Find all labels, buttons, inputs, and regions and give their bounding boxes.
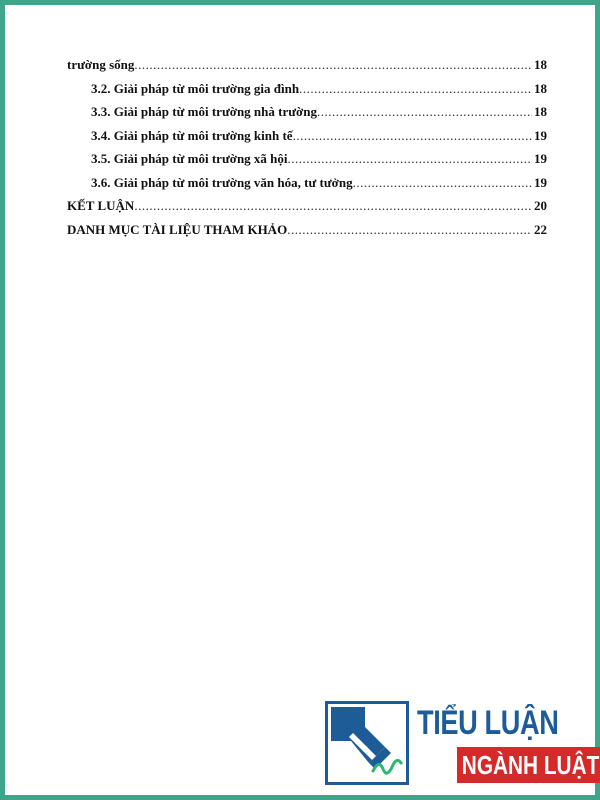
toc-leader-dots [288,147,532,171]
toc-entry-3-5[interactable] [67,147,547,171]
toc-leader-dots [353,171,532,195]
toc-page-number: 20 [534,198,547,213]
fountain-pen-nib-icon [325,701,409,785]
toc-entry-text: DANH MỤC TÀI LIỆU THAM KHẢO [67,221,288,237]
toc-entry-text: trường sống [67,57,135,72]
toc-entry-text: 3.2. Giải pháp từ môi trường gia đình [91,80,300,96]
toc-page-number: 18 [534,104,547,119]
toc-entry-truong-song[interactable] [67,53,547,77]
brand-top-text: TIỂU LUẬN [417,704,559,742]
toc-entry-text: 3.6. Giải pháp từ môi trường văn hóa, tư tưởng [91,174,353,190]
brand-logo [325,701,600,789]
toc-page-number: 22 [534,221,547,237]
toc-leader-dots [287,218,532,242]
toc-entry-danh-muc[interactable] [67,218,547,242]
toc-page-number: 19 [534,127,547,143]
brand-bottom-text: NGÀNH LUẬT [457,747,600,783]
toc-entry-text: 3.4. Giải pháp từ môi trường kinh tế [91,127,293,143]
toc-leader-dots [299,77,532,101]
toc-page-number: 18 [534,80,547,96]
toc-page-number: 18 [534,57,547,72]
toc-entry-3-3[interactable] [67,100,547,124]
toc-entry-3-2[interactable] [67,77,547,101]
toc-entry-text: KẾT LUẬN [67,198,135,213]
toc-entry-ket-luan[interactable] [67,194,547,218]
toc-entry-3-6[interactable] [67,171,547,195]
toc-page-number: 19 [534,174,547,190]
toc-leader-dots [317,100,532,124]
toc-page-number: 19 [534,151,547,166]
toc-leader-dots [293,124,532,148]
toc-entry-text: 3.5. Giải pháp từ môi trường xã hội [91,151,288,166]
table-of-contents [67,53,547,241]
toc-entry-3-4[interactable] [67,124,547,148]
toc-leader-dots [134,194,532,218]
toc-leader-dots [134,53,532,77]
toc-entry-text: 3.3. Giải pháp từ môi trường nhà trường [91,104,317,119]
